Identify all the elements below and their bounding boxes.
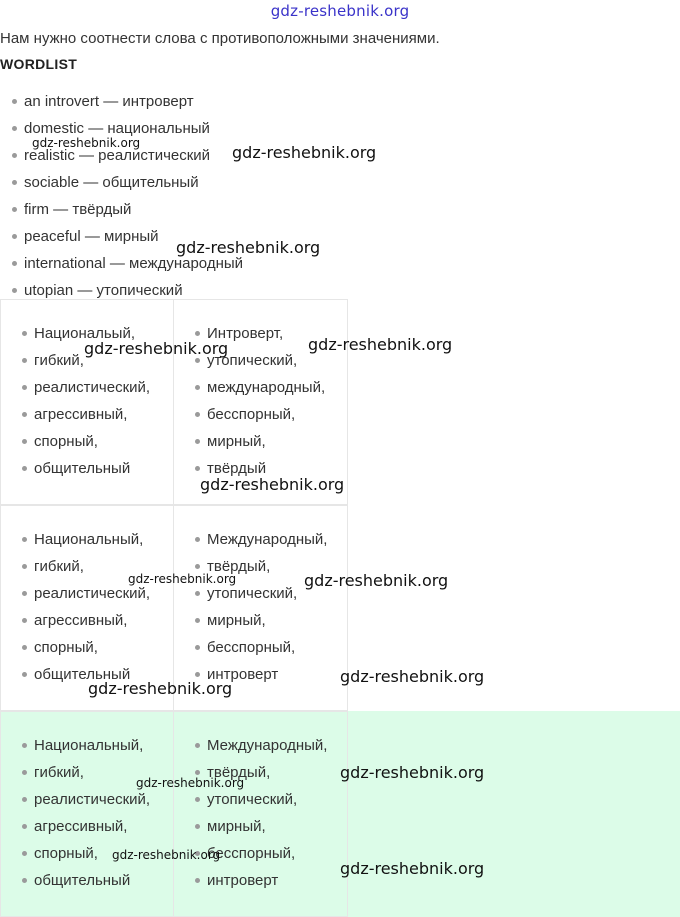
list-item: агрессивный, bbox=[20, 401, 150, 428]
list-item: бесспорный, bbox=[193, 634, 327, 661]
wordlist-item: an introvert — интроверт bbox=[10, 88, 243, 115]
watermark: gdz-reshebnik.org bbox=[32, 136, 141, 150]
bullet-icon bbox=[22, 878, 27, 883]
watermark: gdz-reshebnik.org bbox=[88, 679, 233, 698]
bullet-icon bbox=[195, 331, 200, 336]
header-watermark: gdz-reshebnik.org bbox=[270, 2, 410, 20]
bullet-icon bbox=[22, 412, 27, 417]
bullet-icon bbox=[195, 878, 200, 883]
wordlist-item: sociable — общительный bbox=[10, 169, 243, 196]
bullet-icon bbox=[22, 645, 27, 650]
bullet-icon bbox=[22, 466, 27, 471]
bullet-icon bbox=[22, 537, 27, 542]
bullet-icon bbox=[195, 672, 200, 677]
list-item: мирный, bbox=[193, 813, 327, 840]
bullet-icon bbox=[22, 851, 27, 856]
list-item: спорный, bbox=[20, 428, 150, 455]
list-item: Интроверт, bbox=[193, 320, 325, 347]
bullet-icon bbox=[22, 564, 27, 569]
answer-table-3-highlighted bbox=[0, 711, 680, 917]
list-item: гибкий, bbox=[20, 759, 150, 786]
list-item: спорный, bbox=[20, 634, 150, 661]
wordlist-title: WORDLIST bbox=[0, 56, 78, 72]
list-item: утопический, bbox=[193, 347, 325, 374]
bullet-icon bbox=[195, 591, 200, 596]
bullet-icon bbox=[22, 618, 27, 623]
bullet-icon bbox=[22, 672, 27, 677]
bullet-icon bbox=[195, 564, 200, 569]
bullet-icon bbox=[195, 412, 200, 417]
list-item: интроверт bbox=[193, 867, 327, 894]
list-item: общительный bbox=[20, 661, 150, 688]
list-item: утопический, bbox=[193, 580, 327, 607]
bullet-icon bbox=[22, 797, 27, 802]
bullet-icon bbox=[12, 288, 17, 293]
list-item: общительный bbox=[20, 867, 150, 894]
list-item: реалистический, bbox=[20, 580, 150, 607]
wordlist-item: international — международный bbox=[10, 250, 243, 277]
watermark: gdz-reshebnik.org bbox=[128, 572, 237, 586]
bullet-icon bbox=[22, 824, 27, 829]
bullet-icon bbox=[22, 385, 27, 390]
list-item: бесспорный, bbox=[193, 840, 327, 867]
wordlist-item: utopian — утопический bbox=[10, 277, 243, 304]
bullet-icon bbox=[195, 824, 200, 829]
list-item: общительный bbox=[20, 455, 150, 482]
list-item: Международный, bbox=[193, 732, 327, 759]
bullet-icon bbox=[195, 618, 200, 623]
bullet-icon bbox=[22, 358, 27, 363]
list-item: твёрдый, bbox=[193, 553, 327, 580]
list-item: Национальый, bbox=[20, 320, 150, 347]
watermark: gdz-reshebnik.org bbox=[136, 776, 245, 790]
wordlist-item: peaceful — мирный bbox=[10, 223, 243, 250]
answer-table-left-cell bbox=[0, 299, 174, 505]
bullet-icon bbox=[12, 207, 17, 212]
list-item: утопический, bbox=[193, 786, 327, 813]
list-item: реалистический, bbox=[20, 374, 150, 401]
list-item: реалистический, bbox=[20, 786, 150, 813]
watermark: gdz-reshebnik.org bbox=[308, 335, 453, 354]
bullet-icon bbox=[22, 743, 27, 748]
bullet-icon bbox=[195, 645, 200, 650]
list-item: гибкий, bbox=[20, 347, 150, 374]
watermark: gdz-reshebnik.org bbox=[304, 571, 449, 590]
watermark: gdz-reshebnik.org bbox=[340, 763, 485, 782]
watermark: gdz-reshebnik.org bbox=[232, 143, 377, 162]
list-item: интроверт bbox=[193, 661, 327, 688]
watermark: gdz-reshebnik.org bbox=[176, 238, 321, 257]
wordlist-item: firm — твёрдый bbox=[10, 196, 243, 223]
list-item: мирный, bbox=[193, 607, 327, 634]
bullet-icon bbox=[22, 591, 27, 596]
wordlist-item: domestic — национальный bbox=[10, 115, 243, 142]
bullet-icon bbox=[195, 770, 200, 775]
bullet-icon bbox=[12, 261, 17, 266]
answer-table-right-cell bbox=[173, 711, 348, 917]
bullet-icon bbox=[22, 770, 27, 775]
bullet-icon bbox=[195, 797, 200, 802]
bullet-icon bbox=[195, 537, 200, 542]
bullet-icon bbox=[22, 439, 27, 444]
list-item: международный, bbox=[193, 374, 325, 401]
watermark: gdz-reshebnik.org bbox=[200, 475, 345, 494]
list-item: твёрдый bbox=[193, 455, 325, 482]
list-item: твёрдый, bbox=[193, 759, 327, 786]
bullet-icon bbox=[12, 180, 17, 185]
watermark: gdz-reshebnik.org bbox=[112, 848, 221, 862]
list-item: агрессивный, bbox=[20, 607, 150, 634]
bullet-icon bbox=[12, 234, 17, 239]
bullet-icon bbox=[195, 358, 200, 363]
list-item: бесспорный, bbox=[193, 401, 325, 428]
intro-text: Нам нужно соотнести слова с противоположными значениями. bbox=[0, 30, 440, 47]
bullet-icon bbox=[12, 99, 17, 104]
list-item: спорный, bbox=[20, 840, 150, 867]
bullet-icon bbox=[195, 743, 200, 748]
list-item: агрессивный, bbox=[20, 813, 150, 840]
bullet-icon bbox=[22, 331, 27, 336]
watermark: gdz-reshebnik.org bbox=[340, 667, 485, 686]
bullet-icon bbox=[195, 466, 200, 471]
wordlist bbox=[10, 88, 243, 304]
list-item: Международный, bbox=[193, 526, 327, 553]
bullet-icon bbox=[195, 439, 200, 444]
watermark: gdz-reshebnik.org bbox=[340, 859, 485, 878]
bullet-icon bbox=[195, 385, 200, 390]
bullet-icon bbox=[12, 153, 17, 158]
bullet-icon bbox=[12, 126, 17, 131]
list-item: гибкий, bbox=[20, 553, 150, 580]
list-item: мирный, bbox=[193, 428, 325, 455]
wordlist-item: realistic — реалистический bbox=[10, 142, 243, 169]
list-item: Национальный, bbox=[20, 732, 150, 759]
answer-table-left-cell bbox=[0, 711, 174, 917]
watermark: gdz-reshebnik.org bbox=[84, 339, 229, 358]
list-item: Национальный, bbox=[20, 526, 150, 553]
